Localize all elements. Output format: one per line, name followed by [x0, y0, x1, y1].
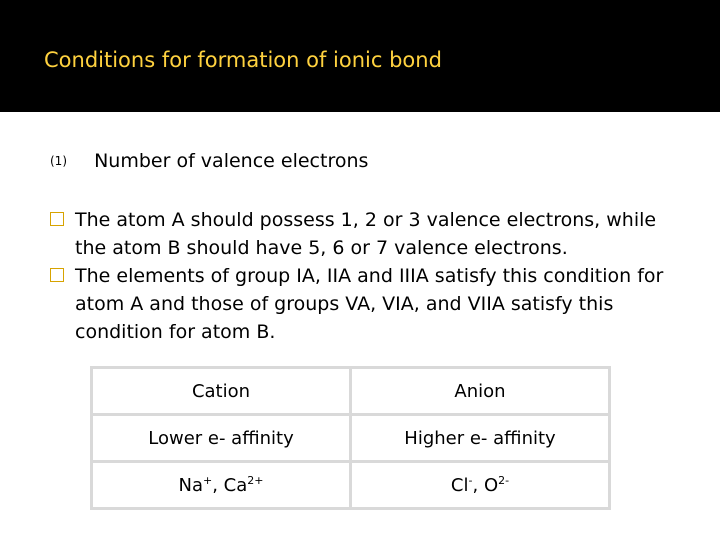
- slide-title: Conditions for formation of ionic bond: [44, 48, 442, 72]
- title-bar: [0, 0, 720, 112]
- header-anion: Anion: [351, 368, 610, 415]
- section-number: (1): [50, 154, 67, 168]
- ion-ca: Ca: [223, 475, 248, 496]
- section-heading: Number of valence electrons: [94, 150, 369, 172]
- bullet-text: The atom A should possess 1, 2 or 3 valence electrons, while the atom B should have 5, 6 or 7 valence electrons.: [75, 209, 657, 259]
- ion-o: O: [483, 475, 499, 496]
- checkbox-bullet-icon: [50, 268, 64, 282]
- ion-o-charge: 2-: [498, 474, 510, 487]
- cation-examples-cell: [92, 462, 351, 509]
- bullet-item: [50, 262, 690, 346]
- ion-separator: ,: [472, 475, 484, 496]
- header-cation: Cation: [92, 368, 351, 415]
- bullet-text: The elements of group IA, IIA and IIIA satisfy this condition for atom A and those of groups VA, VIA, and VIIA satisfy this condition for atom B.: [75, 265, 664, 343]
- table-row: [92, 415, 610, 462]
- table-row: [92, 462, 610, 509]
- anion-examples-cell: [351, 462, 610, 509]
- cation-affinity-cell: Lower e- affinity: [92, 415, 351, 462]
- ion-ca-charge: 2+: [247, 474, 264, 487]
- bullet-item: [50, 206, 690, 262]
- anion-affinity-cell: Higher e- affinity: [351, 415, 610, 462]
- table-header-row: [92, 368, 610, 415]
- ion-na-charge: +: [203, 474, 213, 487]
- ion-comparison-table: [90, 366, 611, 510]
- ion-cl-charge: -: [468, 474, 473, 487]
- ion-separator: ,: [212, 475, 224, 496]
- checkbox-bullet-icon: [50, 212, 64, 226]
- ion-cl: Cl: [450, 475, 469, 496]
- section-header: [50, 150, 368, 172]
- ion-na: Na: [178, 475, 203, 496]
